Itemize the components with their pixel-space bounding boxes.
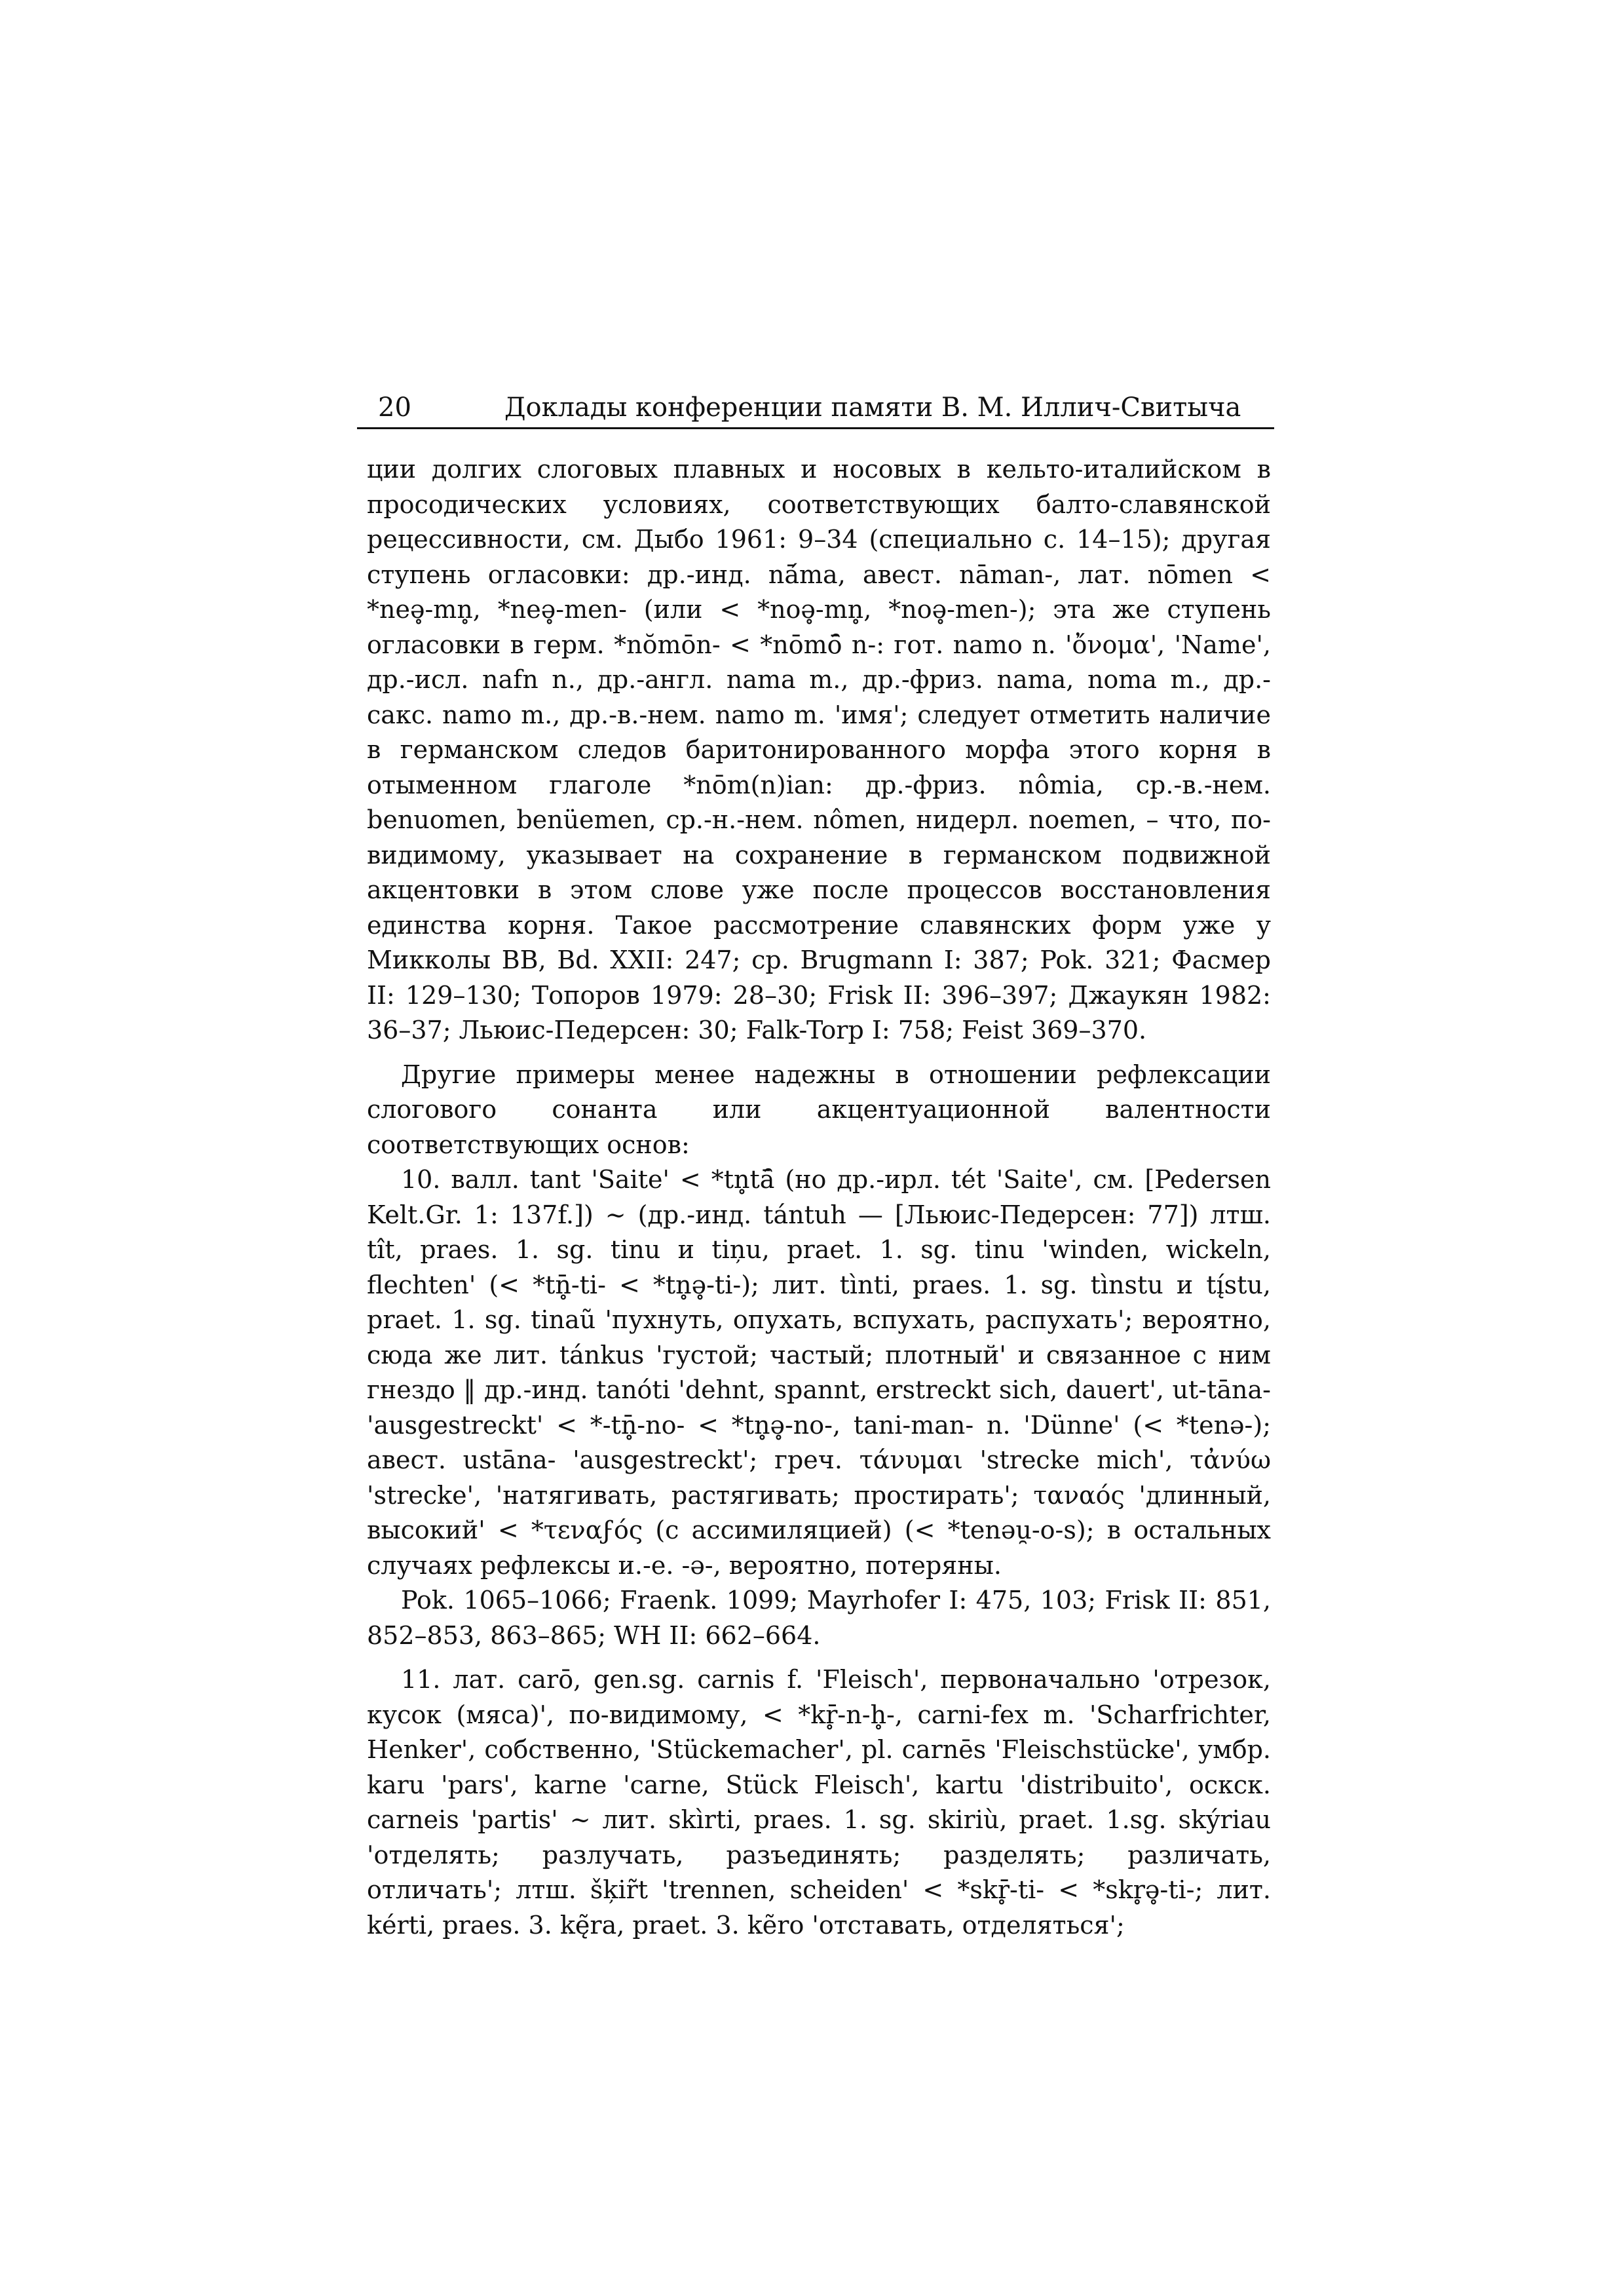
page-number: 20 [378,392,411,423]
paragraph-other-examples: Другие примеры менее надежны в отношении рефлексации слогового сонанта или акцентуационной валентности соответствующих основ: [367,1060,1271,1159]
body-text [367,452,1271,1943]
paragraph-entry-10: 10. валл. tant 'Saite' < *tn̥tā̑ (но др.-ирл. tét 'Saite', см. [Pedersen Kelt.Gr. 1: 137f.]) ~ (др.-инд. tántuh — [Льюис-Педерсен: 77]) лтш. tît, praes. 1. sg. tinu и tiņu, praet. 1. sg. tinu 'winden, wickeln, flechten' (< *tn̥̄-ti- < *tn̥ə̥-ti-); лит. tìnti, praes. 1. sg. tìnstu и tį́stu, praet. 1. sg. tinaũ 'пухнуть, опухать, вспухать, распухать'; вероятно, сюда же лит. tánkus 'густой; частый; плотный' и связанное с ним гнездо ‖ др.-инд. tanóti 'dehnt, spannt, erstreckt sich, dauert', ut-tāna- 'ausgestreckt' < *-tn̥̄-no- < *tn̥ə̥-no-, tani-man- n. 'Dünne' (< *tenə-); авест. ustāna- 'ausgestreckt'; греч. τάνυμαι 'strecke mich', τἀνύω 'strecke', 'натягивать, растягивать; простирать'; ταναός 'длинный, высокий' < *τεναϝός (с ассимиляцией) (< *tenəu̯-o-s); в остальных случаях рефлексы и.-е. -ə-, вероятно, потеряны. [367,1165,1271,1580]
running-title: Доклады конференции памяти В. М. Иллич-Свитыча [504,392,1241,423]
page-header [357,388,1274,429]
paragraph-continuation: ции долгих слоговых плавных и носовых в кельто-италийском в просодических условиях, соответствующих балто-славянской рецессивности, см. Дыбо 1961: 9–34 (специально с. 14–15); другая ступень огласовки: др.-инд. nā́ma, авест. nāman-, лат. nōmen < *neə̥-mn̥, *neə̥-men- (или < *noə̥-mn̥, *noə̥-men-); эта же ступень огласовки в герм. *nŏmōn- < *nōmō̑ n-: гот. namo n. 'ὄνομα', 'Name', др.-исл. nafn n., др.-англ. nama m., др.-фриз. nama, noma m., др.-сакс. namo m., др.-в.-нем. namo m. 'имя'; следует отметить наличие в германском следов баритонированного морфа этого корня в отыменном глаголе *nōm(n)ian: др.-фриз. nômia, ср.-в.-нем. benuomen, benüemen, ср.-н.-нем. nômen, нидерл. noemen, – что, по-видимому, указывает на сохранение в германском подвижной акцентовки в этом слове уже после процессов восстановления единства корня. Такое рассмотрение славянских форм уже у Микколы BB, Bd. XXII: 247; ср. Brugmann I: 387; Pok. 321; Фасмер II: 129–130; Топоров 1979: 28–30; Frisk II: 396–397; Джаукян 1982: 36–37; Льюис-Педерсен: 30; Falk-Torp I: 758; Feist 369–370. [367,455,1271,1044]
paragraph-entry-10-references: Pok. 1065–1066; Fraenk. 1099; Mayrhofer I: 475, 103; Frisk II: 851, 852–853, 863–865; WH II: 662–664. [367,1586,1271,1650]
paragraph-entry-11: 11. лат. carō, gen.sg. carnis f. 'Fleisch', первоначально 'отрезок, кусок (мяса)', по-видимому, < *kr̥̄-n-h̥-, carni-fex m. 'Scharfrichter, Henker', собственно, 'Stückemacher', pl. carnēs 'Fleischstücke', умбр. karu 'pars', karne 'carne, Stück Fleisch', kartu 'distribuito', оскск. carneis 'partis' ~ лит. skìrti, praes. 1. sg. skiriù, praet. 1.sg. skýriau 'отделять; разлучать, разъединять; разделять; различать, отличать'; лтш. šķir̃t 'trennen, scheiden' < *skr̥̄-ti- < *skr̥ə̥-ti-; лит. kérti, praes. 3. kę̃ra, praet. 3. kẽro 'отставать, отделяться'; [367,1665,1271,1940]
